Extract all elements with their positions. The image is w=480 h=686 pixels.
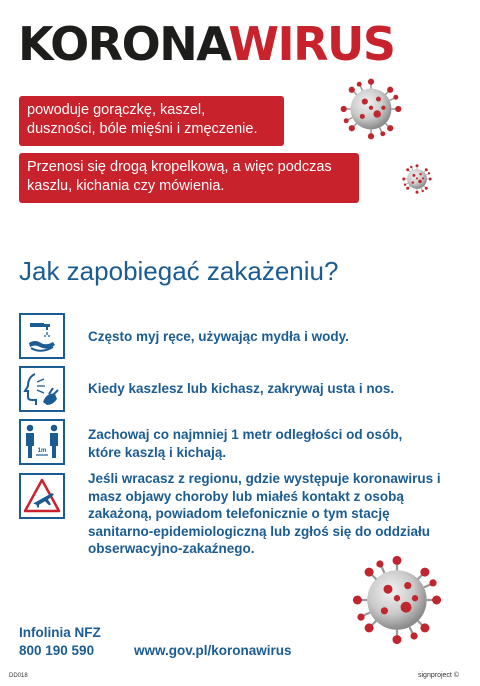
title-part-korona: KORONA xyxy=(18,17,229,71)
symptoms-box: powoduje gorączkę, kaszel, duszności, bóle mięśni i zmęczenie. xyxy=(19,96,284,146)
infoline-number: 800 190 590 xyxy=(19,643,95,658)
brand-label: signproject © xyxy=(418,672,459,679)
virus-icon xyxy=(340,78,402,140)
distance-icon xyxy=(19,419,65,465)
tip-distance: Zachowaj co najmniej 1 metr odległości od osób, które kaszlą i kichają. xyxy=(88,427,403,460)
prevention-heading: Jak zapobiegać zakażeniu? xyxy=(19,256,339,286)
handwash-icon xyxy=(19,313,65,359)
poster-title xyxy=(18,18,395,70)
distance-label: 1m xyxy=(37,448,47,454)
title-part-wirus: WIRUS xyxy=(228,17,395,71)
tip-handwash: Często myj ręce, używając mydła i wody. xyxy=(88,329,349,344)
virus-icon xyxy=(402,164,432,194)
tip-travel: Jeśli wracasz z regionu, gdzie występuje koronawirus i masz objawy choroby lub miałeś kontakt z osobą zakażoną, powiadom telefonicznie o tym stację sanitarno-epidemiologiczną lub zgłoś się do oddziału obserwacyjno-zakaźnego. xyxy=(88,471,441,556)
cough-cover-icon xyxy=(19,366,65,412)
virus-icon xyxy=(352,555,442,645)
tip-cough: Kiedy kaszlesz lub kichasz, zakrywaj usta i nos. xyxy=(88,381,395,396)
transmission-box: Przenosi się drogą kropelkową, a więc podczas kaszlu, kichania czy mówienia. xyxy=(19,153,359,203)
travel-warning-icon xyxy=(19,473,65,519)
website-link[interactable]: www.gov.pl/koronawirus xyxy=(134,643,292,658)
product-code: DD018 xyxy=(9,673,28,679)
infoline-label: Infolinia NFZ xyxy=(19,625,101,640)
